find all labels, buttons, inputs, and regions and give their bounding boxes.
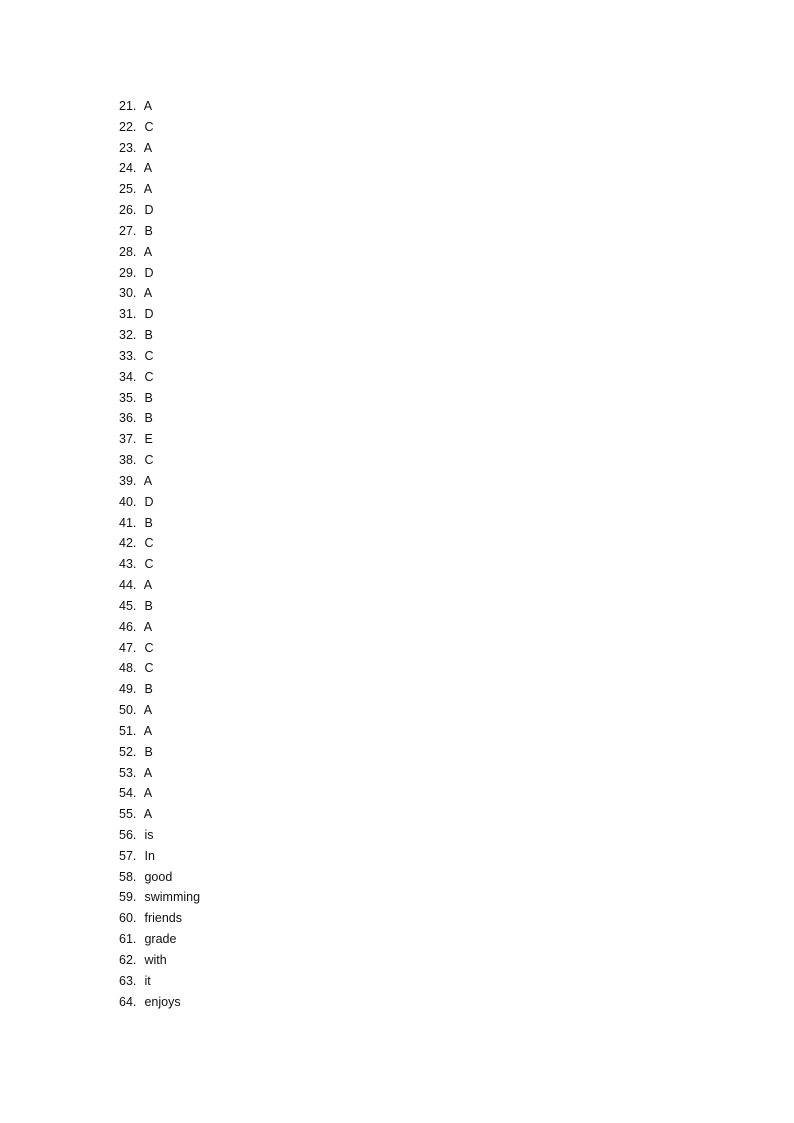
question-number: 24. — [119, 161, 137, 176]
answer-item — [119, 450, 200, 471]
answer-item — [119, 658, 200, 679]
answer-text: is — [144, 827, 154, 842]
answer-item — [119, 721, 200, 742]
answer-text: C — [144, 536, 154, 551]
answer-text: A — [143, 244, 153, 259]
answer-text: enjoys — [144, 994, 181, 1009]
answer-text: D — [144, 494, 154, 509]
answer-item — [119, 283, 200, 304]
question-number: 22. — [119, 119, 137, 134]
answer-item — [119, 388, 200, 409]
answer-item — [119, 867, 200, 888]
answer-item — [119, 929, 200, 950]
answer-item — [119, 700, 200, 721]
question-number: 58. — [119, 869, 137, 884]
question-number: 53. — [119, 765, 137, 780]
question-number: 48. — [119, 661, 137, 676]
answer-item — [119, 638, 200, 659]
answer-item — [119, 971, 200, 992]
answer-text: C — [144, 557, 154, 572]
answer-text: B — [144, 390, 153, 405]
answer-text: A — [143, 619, 153, 634]
answer-text: swimming — [144, 890, 201, 905]
question-number: 55. — [119, 807, 137, 822]
answer-item — [119, 846, 200, 867]
answer-text: B — [144, 682, 153, 697]
answer-item — [119, 492, 200, 513]
question-number: 21. — [119, 99, 137, 113]
question-number: 46. — [119, 619, 137, 634]
question-number: 38. — [119, 453, 137, 468]
answer-text: A — [143, 140, 153, 155]
answer-text: friends — [144, 911, 183, 926]
answer-item — [119, 908, 200, 929]
answer-text: grade — [144, 932, 177, 947]
answer-item — [119, 408, 200, 429]
answer-text: C — [144, 453, 154, 468]
question-number: 29. — [119, 265, 137, 280]
question-number: 30. — [119, 286, 137, 301]
question-number: 47. — [119, 640, 137, 655]
question-number: 35. — [119, 390, 137, 405]
answer-text: good — [144, 869, 173, 884]
answer-text: A — [143, 765, 153, 780]
answer-item — [119, 325, 200, 346]
answer-item — [119, 825, 200, 846]
answer-item — [119, 533, 200, 554]
question-number: 54. — [119, 786, 137, 801]
question-number: 60. — [119, 911, 137, 926]
answer-item — [119, 263, 200, 284]
answer-item — [119, 179, 200, 200]
answer-text: C — [144, 640, 154, 655]
answer-text: D — [144, 203, 154, 218]
answer-text: A — [143, 578, 153, 593]
answer-text: A — [143, 286, 153, 301]
answer-item — [119, 367, 200, 388]
question-number: 27. — [119, 223, 137, 238]
question-number: 41. — [119, 515, 137, 530]
answer-text: D — [144, 307, 154, 322]
answer-text: A — [143, 473, 153, 488]
question-number: 64. — [119, 994, 137, 1009]
question-number: 28. — [119, 244, 137, 259]
question-number: 37. — [119, 432, 137, 447]
answer-item — [119, 596, 200, 617]
answer-item — [119, 992, 200, 1013]
answer-list — [119, 96, 200, 1012]
question-number: 49. — [119, 682, 137, 697]
answer-item — [119, 763, 200, 784]
question-number: 39. — [119, 473, 137, 488]
answer-item — [119, 617, 200, 638]
question-number: 61. — [119, 932, 137, 947]
answer-text: A — [143, 703, 153, 718]
answer-item — [119, 96, 200, 117]
answer-text: B — [144, 223, 153, 238]
answer-text: C — [144, 348, 154, 363]
question-number: 32. — [119, 328, 137, 343]
answer-item — [119, 950, 200, 971]
answer-text: B — [144, 515, 153, 530]
question-number: 52. — [119, 744, 137, 759]
answer-text: C — [144, 369, 154, 384]
answer-item — [119, 679, 200, 700]
answer-item — [119, 117, 200, 138]
answer-text: B — [144, 598, 153, 613]
answer-item — [119, 742, 200, 763]
question-number: 57. — [119, 848, 137, 863]
answer-text: E — [144, 432, 153, 447]
question-number: 34. — [119, 369, 137, 384]
answer-text: In — [144, 848, 155, 863]
question-number: 45. — [119, 598, 137, 613]
answer-text: A — [143, 786, 153, 801]
question-number: 50. — [119, 703, 137, 718]
answer-text: C — [144, 661, 154, 676]
answer-item — [119, 783, 200, 804]
answer-text: C — [144, 119, 154, 134]
question-number: 63. — [119, 973, 137, 988]
answer-item — [119, 887, 200, 908]
question-number: 40. — [119, 494, 137, 509]
answer-text: A — [143, 723, 153, 738]
answer-item — [119, 200, 200, 221]
answer-text: A — [143, 161, 153, 176]
question-number: 42. — [119, 536, 137, 551]
answer-text: A — [143, 99, 153, 113]
answer-item — [119, 242, 200, 263]
question-number: 51. — [119, 723, 137, 738]
answer-item — [119, 804, 200, 825]
answer-text: A — [143, 182, 153, 197]
question-number: 43. — [119, 557, 137, 572]
answer-item — [119, 429, 200, 450]
answer-text: D — [144, 265, 154, 280]
question-number: 44. — [119, 578, 137, 593]
question-number: 31. — [119, 307, 137, 322]
answer-text: with — [144, 952, 167, 967]
answer-item — [119, 346, 200, 367]
answer-item — [119, 158, 200, 179]
answer-text: B — [144, 411, 153, 426]
answer-item — [119, 575, 200, 596]
answer-text: B — [144, 328, 153, 343]
question-number: 36. — [119, 411, 137, 426]
answer-item — [119, 471, 200, 492]
answer-text: A — [143, 807, 153, 822]
answer-item — [119, 138, 200, 159]
answer-item — [119, 221, 200, 242]
question-number: 62. — [119, 952, 137, 967]
question-number: 23. — [119, 140, 137, 155]
question-number: 26. — [119, 203, 137, 218]
question-number: 33. — [119, 348, 137, 363]
answer-item — [119, 513, 200, 534]
answer-item — [119, 554, 200, 575]
question-number: 59. — [119, 890, 137, 905]
question-number: 25. — [119, 182, 137, 197]
answer-text: it — [144, 973, 151, 988]
question-number: 56. — [119, 827, 137, 842]
answer-item — [119, 304, 200, 325]
answer-text: B — [144, 744, 153, 759]
